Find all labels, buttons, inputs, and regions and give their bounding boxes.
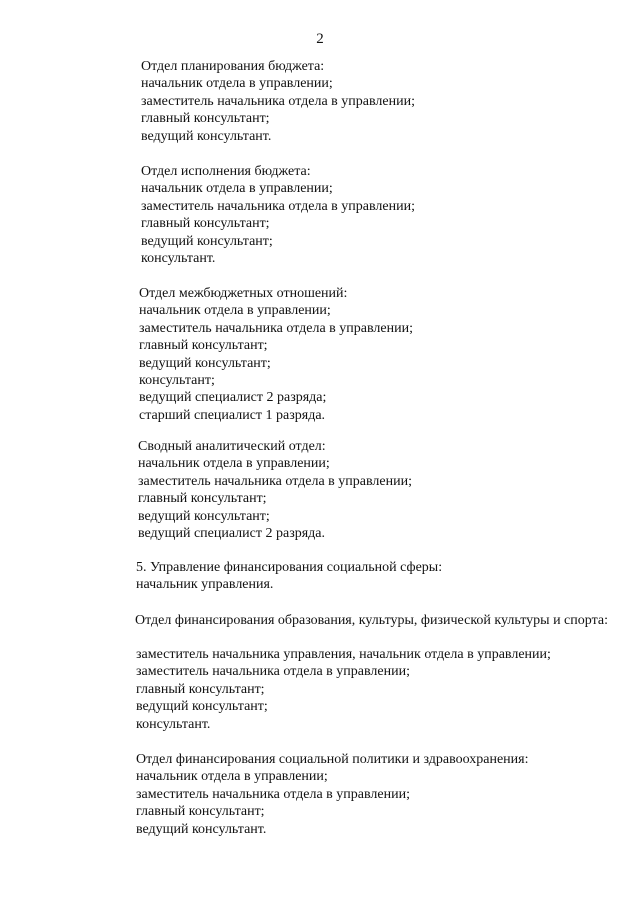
list-item: главный консультант; xyxy=(136,804,265,820)
list-item: начальник управления. xyxy=(136,577,274,593)
list-item: ведущий консультант; xyxy=(139,355,271,371)
list-item: начальник отдела в управлении; xyxy=(136,769,328,785)
list-item: начальник отдела в управлении; xyxy=(141,181,333,197)
section-title-education-culture-sport: Отдел финансирования образования, культуры, физической культуры и спорта: xyxy=(135,613,608,628)
list-item: старший специалист 1 разряда. xyxy=(139,407,326,423)
section-analytical xyxy=(138,438,412,542)
page-number: 2 xyxy=(316,31,324,47)
section-title: Отдел планирования бюджета: xyxy=(141,59,325,74)
list-item: начальник отдела в управлении; xyxy=(141,76,333,92)
list-item: заместитель начальника отдела в управлении; xyxy=(136,664,410,680)
list-item: ведущий специалист 2 разряда. xyxy=(138,526,326,542)
list-item: заместитель начальника отдела в управлении; xyxy=(141,198,415,214)
section-education-culture-sport xyxy=(136,646,551,733)
list-item: ведущий специалист 2 разряда; xyxy=(139,390,327,406)
list-item: главный консультант; xyxy=(141,216,270,232)
section-title: Отдел финансирования социальной политики и здравоохранения: xyxy=(136,752,529,767)
list-item: начальник отдела в управлении; xyxy=(138,456,330,472)
section-interbudget-relations xyxy=(139,285,413,424)
list-item: главный консультант; xyxy=(139,338,268,354)
list-item: главный консультант; xyxy=(141,111,270,127)
list-item: консультант. xyxy=(136,716,211,732)
section-social-financing xyxy=(136,559,442,594)
list-item: ведущий консультант; xyxy=(141,233,273,249)
section-title: Сводный аналитический отдел: xyxy=(138,439,326,454)
list-item: ведущий консультант. xyxy=(136,821,267,837)
section-title: Отдел межбюджетных отношений: xyxy=(139,286,348,301)
list-item: консультант; xyxy=(139,373,215,389)
list-item: заместитель начальника отдела в управлении; xyxy=(139,320,413,336)
list-item: главный консультант; xyxy=(136,681,265,697)
list-item: заместитель начальника отдела в управлении; xyxy=(138,473,412,489)
section-budget-execution xyxy=(141,163,415,267)
list-item: консультант. xyxy=(141,251,216,267)
section-budget-planning xyxy=(141,58,415,145)
list-item: ведущий консультант; xyxy=(136,699,268,715)
list-item: заместитель начальника отдела в управлении; xyxy=(141,93,415,109)
section-social-policy-health xyxy=(136,751,529,838)
list-item: ведущий консультант; xyxy=(138,508,270,524)
section-title: 5. Управление финансирования социальной сферы: xyxy=(136,560,443,575)
section-title: Отдел исполнения бюджета: xyxy=(141,164,311,179)
list-item: ведущий консультант. xyxy=(141,128,272,144)
list-item: начальник отдела в управлении; xyxy=(139,303,331,319)
list-item: заместитель начальника отдела в управлении; xyxy=(136,786,410,802)
list-item: главный консультант; xyxy=(138,491,267,507)
list-item: заместитель начальника управления, начальник отдела в управлении; xyxy=(136,647,551,662)
